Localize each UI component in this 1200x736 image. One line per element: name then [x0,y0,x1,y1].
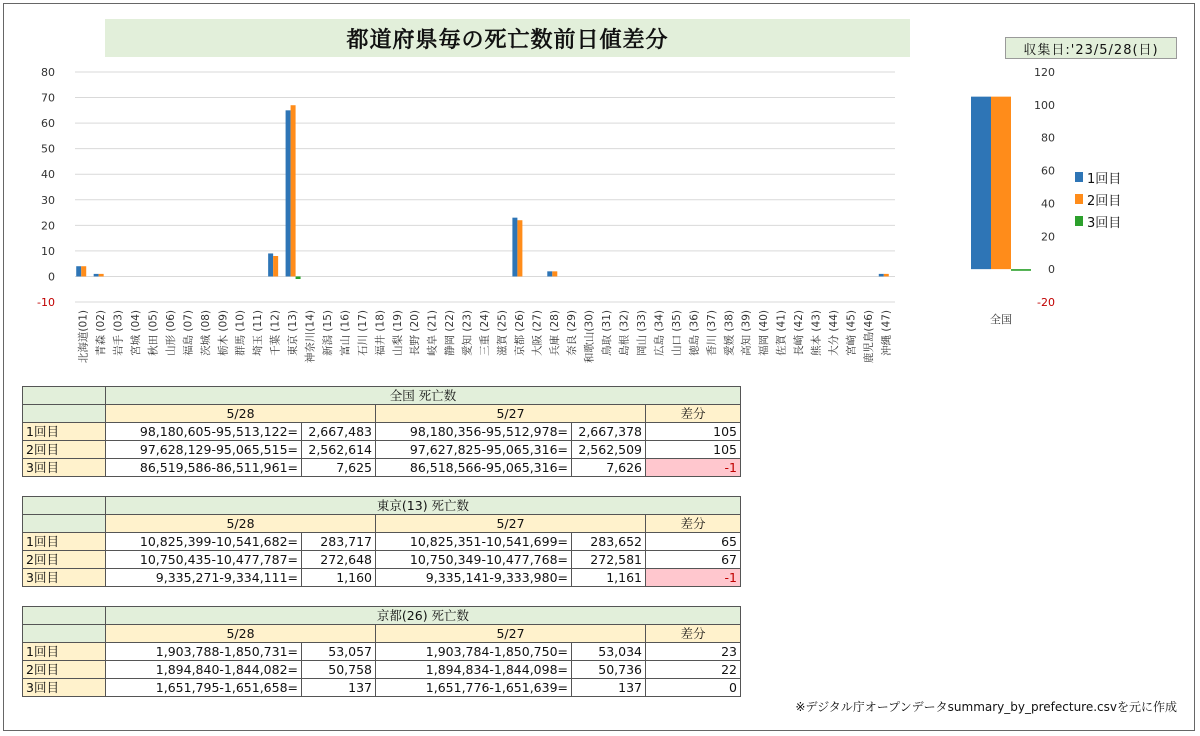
column-diff: 差分 [646,625,741,643]
x-tick-label: 愛知 (23) [461,310,474,356]
row-label: 3回目 [23,459,106,477]
x-tick-label: 京都 (26) [513,310,526,356]
legend-item-3 [1075,210,1121,232]
value-b: 272,581 [572,551,646,569]
bar [291,105,296,276]
x-tick-label: 宮城 (04) [130,310,143,356]
x-tick-label: 鹿児島(46) [862,310,875,364]
value-b: 1,161 [572,569,646,587]
y-tick-label: -20 [1037,296,1055,309]
value-a: 53,057 [302,643,376,661]
expr-a: 86,519,586-86,511,961= [106,459,302,477]
x-tick-label: 神奈川(14) [304,310,317,364]
table-row [23,441,741,459]
x-tick-label: 富山 (16) [339,310,352,356]
table-title-row [23,607,741,625]
x-tick-label: 北海道(01) [77,310,90,364]
diff-value: 105 [646,423,741,441]
y-tick-label: 40 [41,168,55,182]
x-tick-label: 全国 [990,313,1012,326]
x-tick-label: 福岡 (40) [758,310,771,356]
value-b: 50,736 [572,661,646,679]
legend-label-2: 2回目 [1087,193,1122,209]
bar [1011,269,1031,271]
x-tick-label: 長崎 (42) [793,310,806,356]
page-title: 都道府県毎の死亡数前日値差分 [105,19,910,57]
row-label: 1回目 [23,533,106,551]
bar [286,110,291,276]
value-a: 2,562,614 [302,441,376,459]
row-label: 2回目 [23,551,106,569]
row-label: 1回目 [23,643,106,661]
x-tick-label: 山口 (35) [670,310,683,356]
x-tick-label: 三重 (24) [479,310,491,356]
bar [81,266,86,276]
y-tick-label: 0 [48,270,55,284]
data-table [22,606,741,697]
x-tick-label: 沖縄 (47) [880,310,893,356]
y-tick-label: 50 [41,142,55,156]
table-corner [23,607,106,625]
value-a: 7,625 [302,459,376,477]
expr-a: 10,750,435-10,477,787= [106,551,302,569]
table-corner [23,515,106,533]
y-tick-label: 20 [1041,230,1055,244]
y-tick-label: 120 [1034,66,1055,79]
diff-value: -1 [646,569,741,587]
x-tick-label: 茨城 (08) [199,310,212,356]
x-tick-label: 青森 (02) [95,310,108,356]
x-tick-label: 長野 (20) [409,310,422,356]
value-a: 283,717 [302,533,376,551]
expr-a: 1,651,795-1,651,658= [106,679,302,697]
legend-label-3: 3回目 [1087,215,1122,231]
table-header-row [23,515,741,533]
prefecture-bar-chart [20,60,900,420]
collection-date-badge: 収集日:'23/5/28(日) [1005,37,1177,59]
x-tick-label: 大阪 (27) [531,310,544,356]
table-row [23,459,741,477]
y-tick-label: 70 [41,91,55,105]
value-a: 50,758 [302,661,376,679]
legend-swatch-2 [1075,194,1083,204]
x-tick-label: 鳥取 (31) [601,310,614,356]
chart-legend [1075,166,1121,232]
expr-b: 98,180,356-95,512,978= [376,423,572,441]
expr-b: 1,894,834-1,844,098= [376,661,572,679]
x-tick-label: 岩手 (03) [112,310,125,356]
diff-value: 23 [646,643,741,661]
y-tick-label: 30 [41,193,55,207]
row-label: 2回目 [23,441,106,459]
value-b: 137 [572,679,646,697]
table-row [23,551,741,569]
diff-value: 105 [646,441,741,459]
expr-a: 97,628,129-95,065,515= [106,441,302,459]
value-b: 2,562,509 [572,441,646,459]
column-date-a: 5/28 [106,515,376,533]
value-a: 2,667,483 [302,423,376,441]
column-diff: 差分 [646,405,741,423]
value-b: 283,652 [572,533,646,551]
row-label: 3回目 [23,569,106,587]
expr-a: 1,894,840-1,844,082= [106,661,302,679]
x-tick-label: 兵庫 (28) [548,310,561,356]
expr-a: 9,335,271-9,334,111= [106,569,302,587]
x-tick-label: 岐阜 (21) [426,310,439,356]
column-date-b: 5/27 [376,625,646,643]
table-row [23,679,741,697]
bar [268,253,273,276]
diff-value: 65 [646,533,741,551]
expr-b: 97,627,825-95,065,316= [376,441,572,459]
value-b: 7,626 [572,459,646,477]
bar [552,271,557,276]
x-tick-label: 群馬 (10) [234,310,247,356]
x-tick-label: 滋賀 (25) [496,309,509,356]
bar [884,274,889,277]
y-tick-label: 10 [41,244,55,258]
bar [971,97,991,270]
legend-label-1: 1回目 [1087,171,1122,187]
x-tick-label: 高知 (39) [740,310,753,356]
x-tick-label: 埼玉 (11) [252,310,265,356]
table-row [23,643,741,661]
expr-b: 86,518,566-95,065,316= [376,459,572,477]
x-tick-label: 奈良 (29) [566,310,579,356]
legend-item-2 [1075,188,1121,210]
x-tick-label: 福島 (07) [182,310,195,356]
x-tick-label: 岡山 (33) [636,310,649,356]
value-a: 1,160 [302,569,376,587]
x-tick-label: 東京 (13) [287,310,300,356]
table-title-row [23,387,741,405]
x-tick-label: 大分 (44) [827,310,840,356]
y-tick-label: 100 [1034,98,1055,112]
bar [517,220,522,276]
x-tick-label: 徳島 (36) [688,310,701,356]
table-row [23,423,741,441]
table-header-row [23,625,741,643]
y-tick-label: 40 [1041,197,1055,211]
row-label: 3回目 [23,679,106,697]
x-tick-label: 熊本 (43) [810,310,823,356]
bar [991,97,1011,270]
data-table [22,496,741,587]
bar [94,274,99,277]
bar [879,274,884,277]
value-b: 2,667,378 [572,423,646,441]
bar [76,266,81,276]
bar [296,276,301,279]
y-tick-label: 60 [1041,164,1055,178]
y-tick-label: 80 [1041,131,1055,145]
y-tick-label: 60 [41,117,55,131]
table-header-row [23,405,741,423]
table-title: 東京(13) 死亡数 [106,497,741,515]
y-tick-label: 80 [41,66,55,79]
x-tick-label: 香川 (37) [705,310,718,356]
x-tick-label: 静岡 (22) [444,310,457,356]
y-tick-label: 20 [41,219,55,233]
x-tick-label: 新潟 (15) [321,310,334,356]
x-tick-label: 山形 (06) [164,310,177,356]
x-tick-label: 福井 (18) [374,310,387,356]
x-tick-label: 山梨 (19) [391,310,404,356]
table-corner [23,405,106,423]
x-tick-label: 石川 (17) [356,310,369,356]
column-date-b: 5/27 [376,405,646,423]
bar [99,274,104,277]
diff-value: 0 [646,679,741,697]
value-a: 137 [302,679,376,697]
diff-value: 22 [646,661,741,679]
x-tick-label: 宮崎 (45) [845,310,858,356]
table-title: 京都(26) 死亡数 [106,607,741,625]
column-diff: 差分 [646,515,741,533]
expr-b: 1,903,784-1,850,750= [376,643,572,661]
y-tick-label: -10 [37,296,55,309]
bar [547,271,552,276]
table-row [23,569,741,587]
x-tick-label: 秋田 (05) [147,310,160,356]
value-a: 272,648 [302,551,376,569]
bar [512,218,517,277]
expr-a: 10,825,399-10,541,682= [106,533,302,551]
x-tick-label: 和歌山(30) [583,310,596,364]
table-row [23,661,741,679]
expr-b: 9,335,141-9,333,980= [376,569,572,587]
table-title-row [23,497,741,515]
expr-b: 10,750,349-10,477,768= [376,551,572,569]
expr-a: 98,180,605-95,513,122= [106,423,302,441]
table-title: 全国 死亡数 [106,387,741,405]
x-tick-label: 千葉 (12) [269,310,282,356]
table-row [23,533,741,551]
x-tick-label: 栃木 (09) [217,310,230,356]
y-tick-label: 0 [1048,263,1055,277]
table-corner [23,387,106,405]
expr-b: 1,651,776-1,651,639= [376,679,572,697]
bar [273,256,278,276]
x-tick-label: 佐賀 (41) [775,310,788,356]
value-b: 53,034 [572,643,646,661]
legend-swatch-1 [1075,172,1083,182]
table-corner [23,497,106,515]
legend-item-1 [1075,166,1121,188]
column-date-a: 5/28 [106,625,376,643]
data-table [22,386,741,477]
source-footnote: ※デジタル庁オープンデータsummary_by_prefecture.csvを元に作成 [795,700,1177,714]
legend-swatch-3 [1075,216,1083,226]
expr-a: 1,903,788-1,850,731= [106,643,302,661]
national-bar-chart [955,60,1075,340]
x-tick-label: 愛媛 (38) [723,310,736,356]
x-tick-label: 島根 (32) [618,310,631,356]
column-date-b: 5/27 [376,515,646,533]
row-label: 1回目 [23,423,106,441]
table-corner [23,625,106,643]
diff-value: 67 [646,551,741,569]
column-date-a: 5/28 [106,405,376,423]
expr-b: 10,825,351-10,541,699= [376,533,572,551]
x-tick-label: 広島 (34) [653,310,666,356]
diff-value: -1 [646,459,741,477]
row-label: 2回目 [23,661,106,679]
